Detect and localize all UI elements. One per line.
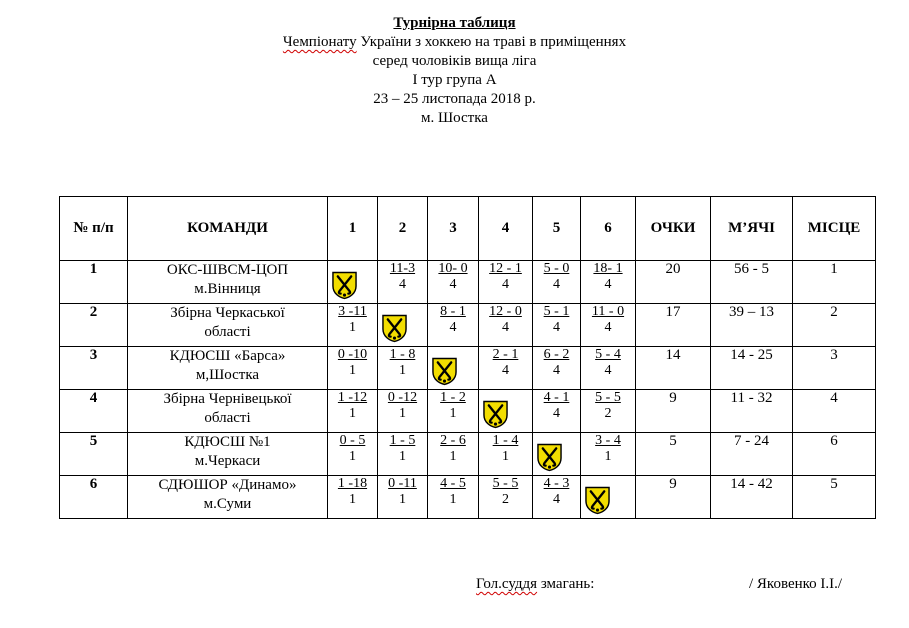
- row-number: 5: [60, 433, 128, 476]
- match-points: 4: [552, 320, 560, 335]
- subtitle-line-1: [0, 33, 909, 52]
- match-score: 12 - 1: [489, 261, 522, 276]
- match-points: 1: [349, 320, 356, 335]
- match-points: 2: [604, 406, 612, 421]
- match-result-cell: [328, 476, 378, 519]
- column-header: 1: [328, 197, 378, 261]
- match-result-cell: [378, 390, 428, 433]
- match-points: 1: [449, 449, 457, 464]
- goal-difference: 11 - 32: [711, 390, 793, 433]
- match-score: 3 -11: [338, 304, 367, 319]
- final-place: 6: [793, 433, 876, 476]
- match-points: 2: [501, 492, 509, 507]
- match-result-cell: [581, 304, 636, 347]
- column-header: ОЧКИ: [636, 197, 711, 261]
- match-score: 5 - 5: [595, 390, 621, 405]
- match-points: 4: [501, 277, 509, 292]
- match-result-cell: [581, 390, 636, 433]
- team-name-line-2: м,Шостка: [195, 367, 260, 383]
- table-row: [60, 390, 876, 433]
- match-points: 1: [398, 363, 406, 378]
- row-number: 3: [60, 347, 128, 390]
- diagonal-cell: [533, 433, 581, 476]
- team-name-line-1: Збірна Черкаської: [170, 305, 285, 321]
- final-place: 1: [793, 261, 876, 304]
- goal-difference: 14 - 42: [711, 476, 793, 519]
- match-points: 4: [399, 277, 406, 292]
- match-score: 1 - 2: [440, 390, 466, 405]
- diagonal-cell: [378, 304, 428, 347]
- team-name-line-1: СДЮШОР «Динамо»: [158, 477, 297, 493]
- row-number: 2: [60, 304, 128, 347]
- match-result-cell: [428, 261, 479, 304]
- match-result-cell: [479, 347, 533, 390]
- match-points: 4: [604, 363, 612, 378]
- referee-label-spellchecked: Гол.суддя: [476, 576, 538, 592]
- table-row: [60, 304, 876, 347]
- match-result-cell: [328, 304, 378, 347]
- match-score: 11 - 0: [591, 304, 625, 319]
- hockey-sticks-emblem-icon: [432, 356, 457, 386]
- match-result-cell: [328, 347, 378, 390]
- team-name: [128, 476, 328, 519]
- column-header: 5: [533, 197, 581, 261]
- diagonal-cell: [428, 347, 479, 390]
- team-name-line-1: Збірна Чернівецької: [163, 391, 292, 407]
- match-result-cell: [428, 390, 479, 433]
- match-score: 0 -10: [337, 347, 368, 362]
- match-result-cell: [378, 476, 428, 519]
- referee-name: / Яковенко І.І./: [749, 576, 843, 592]
- table-row: [60, 476, 876, 519]
- team-name: [128, 347, 328, 390]
- row-number: 1: [60, 261, 128, 304]
- match-score: 1 - 4: [492, 433, 519, 448]
- team-name-line-1: КДЮСШ №1: [184, 434, 271, 450]
- match-score: 1 - 8: [389, 347, 416, 362]
- final-place: 3: [793, 347, 876, 390]
- event-dates: 23 – 25 листопада 2018 р.: [373, 91, 536, 107]
- team-name-line-2: області: [204, 324, 251, 340]
- match-points: 1: [348, 492, 356, 507]
- goal-difference: 14 - 25: [711, 347, 793, 390]
- match-points: 1: [449, 492, 457, 507]
- column-header: МІСЦЕ: [793, 197, 876, 261]
- hockey-sticks-emblem-icon: [585, 485, 610, 515]
- match-score: 0 -11: [388, 476, 417, 491]
- match-score: 5 - 0: [543, 261, 570, 276]
- diagonal-cell: [581, 476, 636, 519]
- match-score: 4 - 1: [543, 390, 570, 405]
- match-score: 0 - 5: [339, 433, 366, 448]
- total-points: 14: [636, 347, 711, 390]
- match-result-cell: [533, 390, 581, 433]
- row-number: 6: [60, 476, 128, 519]
- total-points: 9: [636, 390, 711, 433]
- match-score: 4 - 5: [440, 476, 466, 491]
- match-result-cell: [328, 390, 378, 433]
- team-name: [128, 304, 328, 347]
- match-score: 1 -18: [337, 476, 368, 491]
- match-points: 1: [348, 363, 356, 378]
- match-points: 1: [398, 406, 406, 421]
- team-name: [128, 433, 328, 476]
- match-result-cell: [428, 476, 479, 519]
- subtitle-line-3: І тур група А: [412, 72, 497, 88]
- standings-body: [60, 261, 876, 519]
- column-header: 6: [581, 197, 636, 261]
- match-points: 1: [398, 449, 406, 464]
- match-points: 4: [604, 320, 612, 335]
- match-score: 5 - 1: [543, 304, 570, 319]
- total-points: 20: [636, 261, 711, 304]
- document-header: [0, 14, 909, 128]
- team-name-line-2: м.Суми: [203, 496, 252, 512]
- hockey-sticks-emblem-icon: [537, 442, 562, 472]
- match-points: 1: [604, 449, 612, 464]
- goal-difference: 39 – 13: [711, 304, 793, 347]
- goal-difference: 7 - 24: [711, 433, 793, 476]
- match-result-cell: [378, 261, 428, 304]
- team-name-line-1: ОКС-ШВСМ-ЦОП: [166, 262, 289, 278]
- match-result-cell: [581, 347, 636, 390]
- match-result-cell: [581, 261, 636, 304]
- team-name-line-2: області: [204, 410, 251, 426]
- match-points: 4: [604, 277, 612, 292]
- subtitle-line-2: серед чоловіків вища ліга: [372, 53, 537, 69]
- match-result-cell: [533, 261, 581, 304]
- match-points: 1: [449, 406, 457, 421]
- column-header: 4: [479, 197, 533, 261]
- match-result-cell: [378, 433, 428, 476]
- match-points: 4: [501, 320, 509, 335]
- document-title: Турнірна таблиця: [393, 15, 516, 31]
- team-name-line-2: м.Вінниця: [194, 281, 261, 297]
- total-points: 5: [636, 433, 711, 476]
- match-result-cell: [533, 347, 581, 390]
- match-result-cell: [479, 304, 533, 347]
- final-place: 4: [793, 390, 876, 433]
- table-header-row: [60, 197, 876, 261]
- team-name-line-2: м.Черкаси: [194, 453, 261, 469]
- match-result-cell: [479, 261, 533, 304]
- team-name: [128, 261, 328, 304]
- subtitle-line-1-rest: України з хоккею на траві в приміщеннях: [356, 34, 627, 50]
- column-header: 3: [428, 197, 479, 261]
- match-score: 6 - 2: [543, 347, 570, 362]
- match-result-cell: [479, 433, 533, 476]
- final-place: 5: [793, 476, 876, 519]
- match-score: 8 - 1: [440, 304, 466, 319]
- match-score: 3 - 4: [595, 433, 621, 448]
- match-points: 4: [449, 277, 457, 292]
- referee-label-rest: змагань:: [537, 576, 595, 592]
- hockey-sticks-emblem-icon: [483, 399, 508, 429]
- match-score: 2 - 1: [492, 347, 519, 362]
- match-score: 2 - 6: [440, 433, 466, 448]
- diagonal-cell: [479, 390, 533, 433]
- standings-table: [59, 196, 876, 519]
- table-row: [60, 433, 876, 476]
- column-header: 2: [378, 197, 428, 261]
- total-points: 9: [636, 476, 711, 519]
- match-score: 18- 1: [593, 261, 623, 276]
- match-result-cell: [378, 347, 428, 390]
- subtitle-spellchecked-word: Чемпіонату: [282, 34, 357, 50]
- match-points: 1: [348, 406, 356, 421]
- column-header: КОМАНДИ: [128, 197, 328, 261]
- referee-label: [476, 576, 594, 593]
- diagonal-cell: [328, 261, 378, 304]
- match-points: 1: [501, 449, 509, 464]
- match-result-cell: [328, 433, 378, 476]
- total-points: 17: [636, 304, 711, 347]
- match-points: 4: [552, 492, 560, 507]
- match-result-cell: [533, 304, 581, 347]
- table-row: [60, 261, 876, 304]
- goal-difference: 56 - 5: [711, 261, 793, 304]
- match-result-cell: [581, 433, 636, 476]
- table-row: [60, 347, 876, 390]
- match-score: 0 -12: [387, 390, 418, 405]
- match-score: 11-3: [389, 261, 416, 276]
- row-number: 4: [60, 390, 128, 433]
- hockey-sticks-emblem-icon: [382, 313, 407, 343]
- column-header: М’ЯЧІ: [711, 197, 793, 261]
- match-result-cell: [428, 433, 479, 476]
- match-score: 5 - 4: [595, 347, 621, 362]
- match-result-cell: [479, 476, 533, 519]
- final-place: 2: [793, 304, 876, 347]
- column-header: № п/п: [60, 197, 128, 261]
- match-points: 4: [552, 363, 560, 378]
- match-points: 4: [501, 363, 509, 378]
- match-score: 10- 0: [438, 261, 468, 276]
- match-result-cell: [428, 304, 479, 347]
- team-name: [128, 390, 328, 433]
- match-score: 4 - 3: [543, 476, 570, 491]
- match-score: 5 - 5: [492, 476, 519, 491]
- match-result-cell: [533, 476, 581, 519]
- match-points: 4: [552, 406, 560, 421]
- match-score: 12 - 0: [489, 304, 522, 319]
- team-name-line-1: КДЮСШ «Барса»: [169, 348, 286, 364]
- match-points: 4: [449, 320, 457, 335]
- event-location: м. Шостка: [421, 110, 488, 126]
- match-points: 4: [552, 277, 560, 292]
- match-score: 1 -12: [337, 390, 368, 405]
- hockey-sticks-emblem-icon: [332, 270, 357, 300]
- match-points: 1: [348, 449, 356, 464]
- match-points: 1: [399, 492, 406, 507]
- match-score: 1 - 5: [389, 433, 416, 448]
